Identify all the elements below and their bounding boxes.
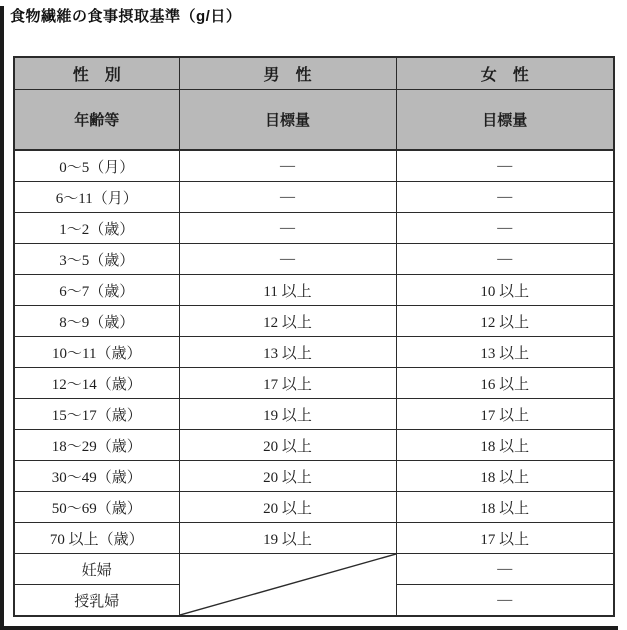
female-value-cell: ― [396,213,614,244]
female-value-cell: ― [396,554,614,585]
male-value-cell: ― [179,213,396,244]
empty-diagonal-cell [179,554,396,617]
male-value-cell: ― [179,150,396,182]
male-value-cell: 13 以上 [179,337,396,368]
age-cell: 8～9（歳） [14,306,179,337]
age-cell: 30～49（歳） [14,461,179,492]
female-value-cell: 16 以上 [396,368,614,399]
diagonal-line [180,554,396,615]
table-row [14,430,614,461]
table-row [14,368,614,399]
table-row [14,523,614,554]
table-title: 食物繊維の食事摂取基準（g/日） [10,8,242,25]
table-row [14,461,614,492]
table-row-pregnant [14,554,614,585]
age-cell: 6～11（月） [14,182,179,213]
female-value-cell: 18 以上 [396,430,614,461]
header-male-target: 目標量 [179,90,396,151]
age-cell: 6～7（歳） [14,275,179,306]
age-cell: 70 以上（歳） [14,523,179,554]
age-cell: 10～11（歳） [14,337,179,368]
table-row [14,182,614,213]
female-value-cell: ― [396,244,614,275]
header-row-target [14,90,614,151]
male-value-cell: 12 以上 [179,306,396,337]
scan-edge-bottom [0,626,618,630]
male-value-cell: 20 以上 [179,461,396,492]
table-row [14,306,614,337]
header-male: 男 性 [179,57,396,90]
male-value-cell: 19 以上 [179,523,396,554]
header-female-target: 目標量 [396,90,614,151]
age-cell: 1～2（歳） [14,213,179,244]
table-row [14,150,614,182]
age-cell: 50～69（歳） [14,492,179,523]
age-cell: 3～5（歳） [14,244,179,275]
header-female: 女 性 [396,57,614,90]
table-row [14,399,614,430]
header-row-gender [14,57,614,90]
table-row [14,244,614,275]
table-row [14,275,614,306]
male-value-cell: ― [179,244,396,275]
age-cell: 12～14（歳） [14,368,179,399]
table-row [14,492,614,523]
male-value-cell: 20 以上 [179,492,396,523]
male-value-cell: ― [179,182,396,213]
female-value-cell: ― [396,150,614,182]
table-row [14,337,614,368]
table-row [14,213,614,244]
female-value-cell: 18 以上 [396,461,614,492]
male-value-cell: 11 以上 [179,275,396,306]
age-cell: 0～5（月） [14,150,179,182]
male-value-cell: 20 以上 [179,430,396,461]
female-value-cell: 10 以上 [396,275,614,306]
header-age-group: 年齢等 [14,90,179,151]
female-value-cell: 13 以上 [396,337,614,368]
header-gender: 性 別 [14,57,179,90]
age-cell: 15～17（歳） [14,399,179,430]
scan-edge-left [0,6,4,630]
female-value-cell: 18 以上 [396,492,614,523]
female-value-cell: 17 以上 [396,399,614,430]
age-cell: 18～29（歳） [14,430,179,461]
age-cell: 授乳婦 [14,585,179,617]
female-value-cell: 17 以上 [396,523,614,554]
male-value-cell: 17 以上 [179,368,396,399]
female-value-cell: 12 以上 [396,306,614,337]
age-cell: 妊婦 [14,554,179,585]
male-value-cell: 19 以上 [179,399,396,430]
female-value-cell: ― [396,182,614,213]
female-value-cell: ― [396,585,614,617]
fiber-intake-table [13,56,615,617]
